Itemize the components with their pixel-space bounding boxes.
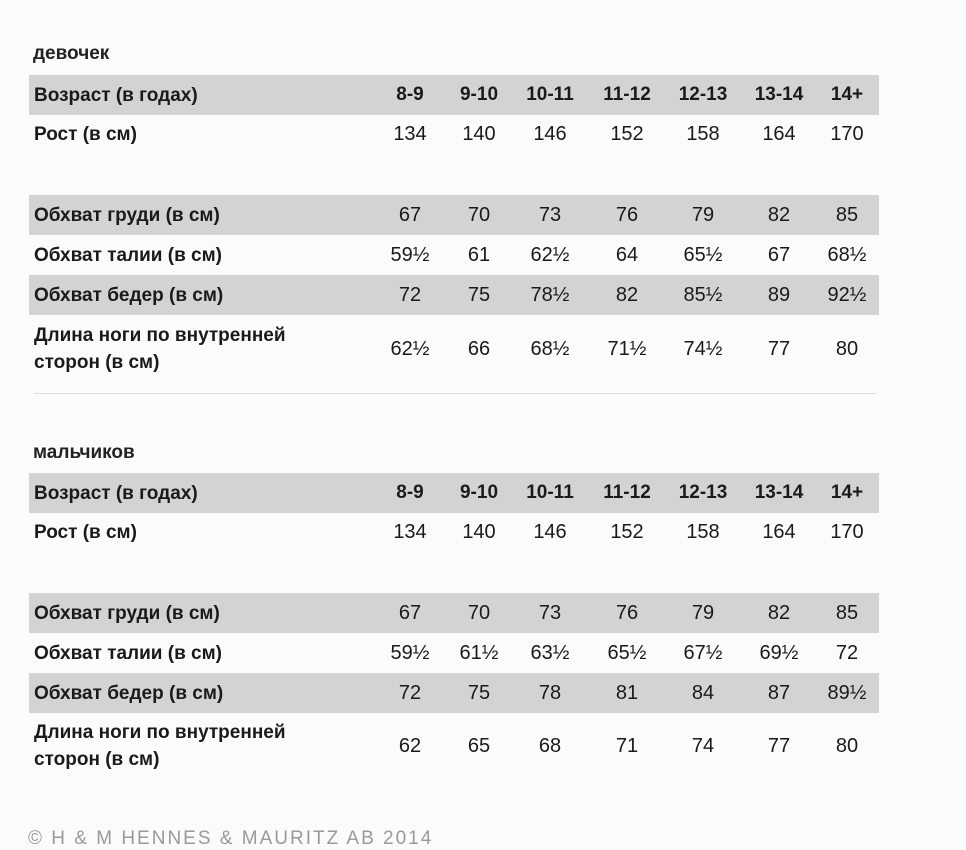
girls-hips-row xyxy=(29,275,879,315)
girls-chest-row xyxy=(29,195,879,235)
table-cell: 11-12 xyxy=(603,482,651,503)
table-cell: 82 xyxy=(615,283,639,306)
table-cell: 140 xyxy=(462,122,496,145)
table-cell: 9-10 xyxy=(459,84,499,105)
table-cell: 76 xyxy=(615,203,639,226)
table-cell: 72 xyxy=(398,681,422,704)
table-cell: 14+ xyxy=(830,84,864,105)
boys-hips-row xyxy=(29,673,879,713)
table-cell: 12-13 xyxy=(678,84,728,105)
table-cell: 158 xyxy=(686,520,720,543)
table-cell: 152 xyxy=(610,122,644,145)
girls-inseam-row xyxy=(29,316,879,382)
table-cell: 71½ xyxy=(607,337,647,360)
table-cell: 85½ xyxy=(683,283,723,306)
row-label: Обхват бедер (в см) xyxy=(34,284,224,306)
table-cell: 164 xyxy=(762,122,796,145)
table-cell: 146 xyxy=(533,122,567,145)
table-cell: 77 xyxy=(767,734,791,757)
table-cell: 9-10 xyxy=(459,482,499,503)
row-label: Обхват талии (в см) xyxy=(34,642,223,664)
row-label: Возраст (в годах) xyxy=(34,84,198,106)
girls-height-row xyxy=(29,114,879,154)
table-cell: 61½ xyxy=(459,641,499,664)
table-cell: 59½ xyxy=(390,243,430,266)
table-cell: 62½ xyxy=(390,337,430,360)
table-cell: 68½ xyxy=(827,243,867,266)
table-cell: 12-13 xyxy=(678,482,728,503)
row-label: Возраст (в годах) xyxy=(34,482,198,504)
table-cell: 146 xyxy=(533,520,567,543)
table-cell: 81 xyxy=(615,681,639,704)
table-cell: 77 xyxy=(767,337,791,360)
table-cell: 78½ xyxy=(530,283,570,306)
table-cell: 85 xyxy=(835,601,859,624)
section-divider xyxy=(34,393,876,394)
boys-inseam-row xyxy=(29,713,879,779)
table-cell: 59½ xyxy=(390,641,430,664)
boys-chest-row xyxy=(29,593,879,633)
table-cell: 84 xyxy=(691,681,715,704)
table-cell: 64 xyxy=(615,243,639,266)
table-cell: 152 xyxy=(610,520,644,543)
table-cell: 74½ xyxy=(683,337,723,360)
table-cell: 170 xyxy=(830,520,864,543)
boys-age-row xyxy=(29,473,879,513)
table-cell: 89½ xyxy=(827,681,867,704)
table-cell: 134 xyxy=(393,520,427,543)
table-cell: 80 xyxy=(835,734,859,757)
table-cell: 8-9 xyxy=(396,84,424,105)
table-cell: 67½ xyxy=(683,641,723,664)
table-cell: 82 xyxy=(767,601,791,624)
table-cell: 76 xyxy=(615,601,639,624)
table-cell: 68½ xyxy=(530,337,570,360)
table-cell: 14+ xyxy=(830,482,864,503)
table-cell: 65½ xyxy=(607,641,647,664)
table-cell: 85 xyxy=(835,203,859,226)
table-cell: 92½ xyxy=(827,283,867,306)
copyright-footer: © H & M HENNES & MAURITZ AB 2014 xyxy=(28,828,434,849)
table-cell: 134 xyxy=(393,122,427,145)
table-cell: 87 xyxy=(767,681,791,704)
table-cell: 75 xyxy=(467,681,491,704)
table-cell: 11-12 xyxy=(603,84,651,105)
boys-section-title: мальчиков xyxy=(33,442,135,463)
table-cell: 75 xyxy=(467,283,491,306)
table-cell: 164 xyxy=(762,520,796,543)
table-cell: 65 xyxy=(467,734,491,757)
table-cell: 13-14 xyxy=(754,482,804,503)
row-label: Обхват груди (в см) xyxy=(34,204,220,226)
girls-age-row xyxy=(29,75,879,115)
table-cell: 80 xyxy=(835,337,859,360)
table-cell: 73 xyxy=(538,601,562,624)
boys-height-row xyxy=(29,512,879,552)
row-label: Длина ноги по внутренней сторон (в см) xyxy=(34,325,286,373)
table-cell: 67 xyxy=(767,243,791,266)
table-cell: 79 xyxy=(691,203,715,226)
row-label: Рост (в см) xyxy=(34,521,137,543)
girls-waist-row xyxy=(29,235,879,275)
table-cell: 62 xyxy=(398,734,422,757)
table-cell: 61 xyxy=(467,243,491,266)
table-cell: 66 xyxy=(467,337,491,360)
table-cell: 79 xyxy=(691,601,715,624)
table-cell: 73 xyxy=(538,203,562,226)
table-cell: 67 xyxy=(398,203,422,226)
table-cell: 8-9 xyxy=(396,482,424,503)
girls-section-title: девочек xyxy=(33,43,110,64)
table-cell: 67 xyxy=(398,601,422,624)
table-cell: 13-14 xyxy=(754,84,804,105)
table-cell: 69½ xyxy=(759,641,799,664)
table-cell: 170 xyxy=(830,122,864,145)
table-cell: 158 xyxy=(686,122,720,145)
boys-waist-row xyxy=(29,633,879,673)
row-label: Обхват талии (в см) xyxy=(34,244,223,266)
row-label: Длина ноги по внутренней сторон (в см) xyxy=(34,722,286,770)
row-label: Обхват груди (в см) xyxy=(34,602,220,624)
row-label: Обхват бедер (в см) xyxy=(34,682,224,704)
table-cell: 71 xyxy=(615,734,639,757)
table-cell: 65½ xyxy=(683,243,723,266)
table-cell: 70 xyxy=(467,203,491,226)
table-cell: 70 xyxy=(467,601,491,624)
table-cell: 72 xyxy=(835,641,859,664)
table-cell: 10-11 xyxy=(526,84,574,105)
table-cell: 62½ xyxy=(530,243,570,266)
table-cell: 82 xyxy=(767,203,791,226)
row-label: Рост (в см) xyxy=(34,123,137,145)
table-cell: 78 xyxy=(538,681,562,704)
table-cell: 140 xyxy=(462,520,496,543)
table-cell: 68 xyxy=(538,734,562,757)
table-cell: 74 xyxy=(691,734,715,757)
table-cell: 89 xyxy=(767,283,791,306)
table-cell: 63½ xyxy=(530,641,570,664)
table-cell: 10-11 xyxy=(526,482,574,503)
table-cell: 72 xyxy=(398,283,422,306)
